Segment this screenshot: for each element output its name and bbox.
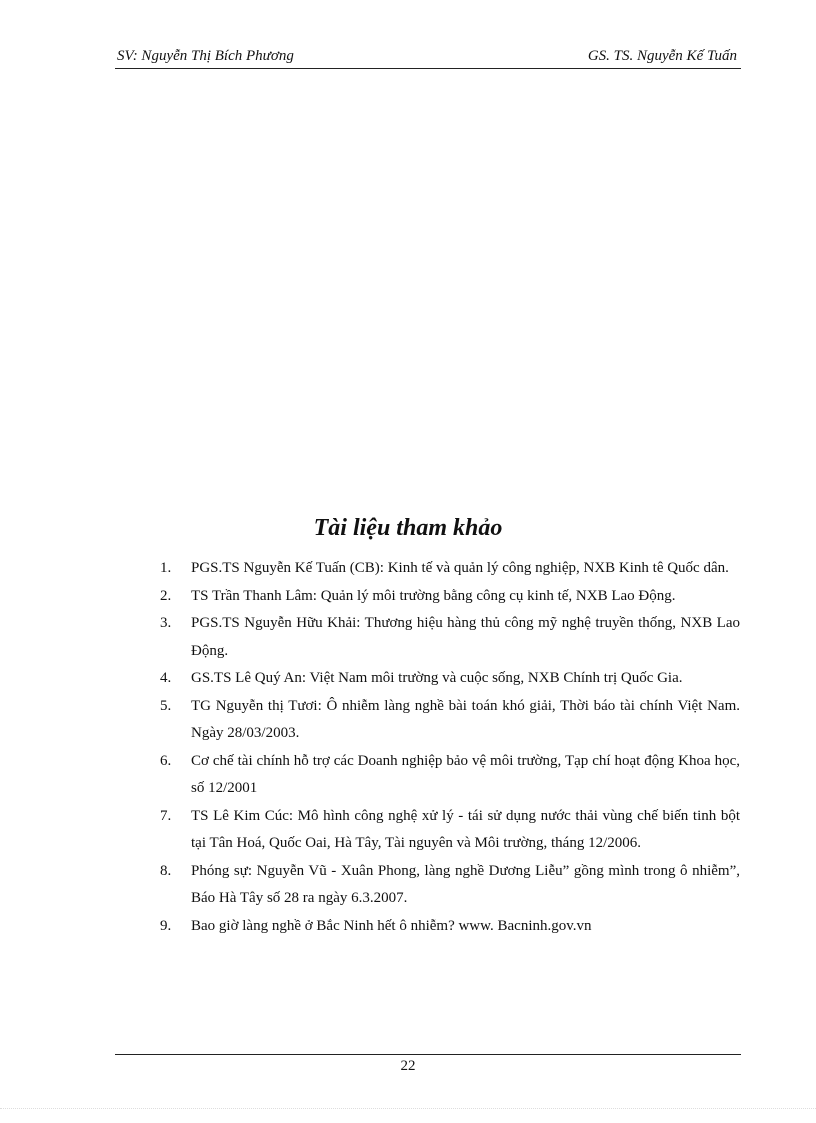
reference-number: 1. [160,560,172,576]
reference-text: Bao giờ làng nghề ở Bắc Ninh hết ô nhiễm? www. Bacninh.gov.vn [191,917,592,934]
reference-item [160,803,740,858]
reference-item [160,693,740,748]
reference-number: 5. [160,697,172,714]
reference-text: TG Nguyễn thị Tươi: Ô nhiễm làng nghề bài toán khó giải, Thời báo tài chính Việt Nam. Ngày 28/03/2003. [191,697,740,741]
reference-item [160,913,740,941]
reference-number: 2. [160,587,172,604]
reference-number: 3. [160,615,172,631]
reference-number: 9. [160,917,172,934]
reference-text: TS Trần Thanh Lâm: Quản lý môi trường bằng công cụ kinh tế, NXB Lao Động. [191,587,676,604]
reference-text: TS Lê Kim Cúc: Mô hình công nghệ xử lý - tái sử dụng nước thải vùng chế biến tinh bột tại Tân Hoá, Quốc Oai, Hà Tây, Tài nguyên và Môi trường, tháng 12/2006. [191,807,740,851]
page-number: 22 [400,1058,416,1074]
reference-item [160,665,740,693]
reference-text: Phóng sự: Nguyễn Vũ - Xuân Phong, làng nghề Dương Liễu” gồng mình trong ô nhiễm”, Báo Hà Tây số 28 ra ngày 6.3.2007. [191,862,740,906]
reference-list [160,555,740,940]
reference-text: PGS.TS Nguyễn Hữu Khải: Thương hiệu hàng thủ công mỹ nghệ truyền thống, NXB Lao Động. [191,615,740,659]
reference-text: GS.TS Lê Quý An: Việt Nam môi trường và cuộc sống, NXB Chính trị Quốc Gia. [191,670,683,686]
reference-text: PGS.TS Nguyễn Kế Tuấn (CB): Kinh tế và quản lý công nghiệp, NXB Kinh tê Quốc dân. [191,560,729,576]
reference-item [160,748,740,803]
page-bottom-edge [0,1108,816,1109]
header-supervisor-name: GS. TS. Nguyễn Kế Tuấn [587,48,737,64]
header-student-name: SV: Nguyễn Thị Bích Phương [117,48,294,64]
reference-item [160,583,740,611]
reference-item [160,610,740,665]
page-title: Tài liệu tham khảo [313,515,503,541]
reference-item [160,858,740,913]
reference-item [160,555,740,583]
reference-number: 8. [160,862,172,879]
reference-number: 6. [160,752,172,769]
reference-text: Cơ chế tài chính hỗ trợ các Doanh nghiệp bảo vệ môi trường, Tạp chí hoạt động Khoa học, số 12/2001 [191,752,740,796]
page-header [115,48,741,69]
reference-number: 7. [160,807,172,824]
reference-number: 4. [160,670,172,686]
footer-divider [115,1054,741,1055]
